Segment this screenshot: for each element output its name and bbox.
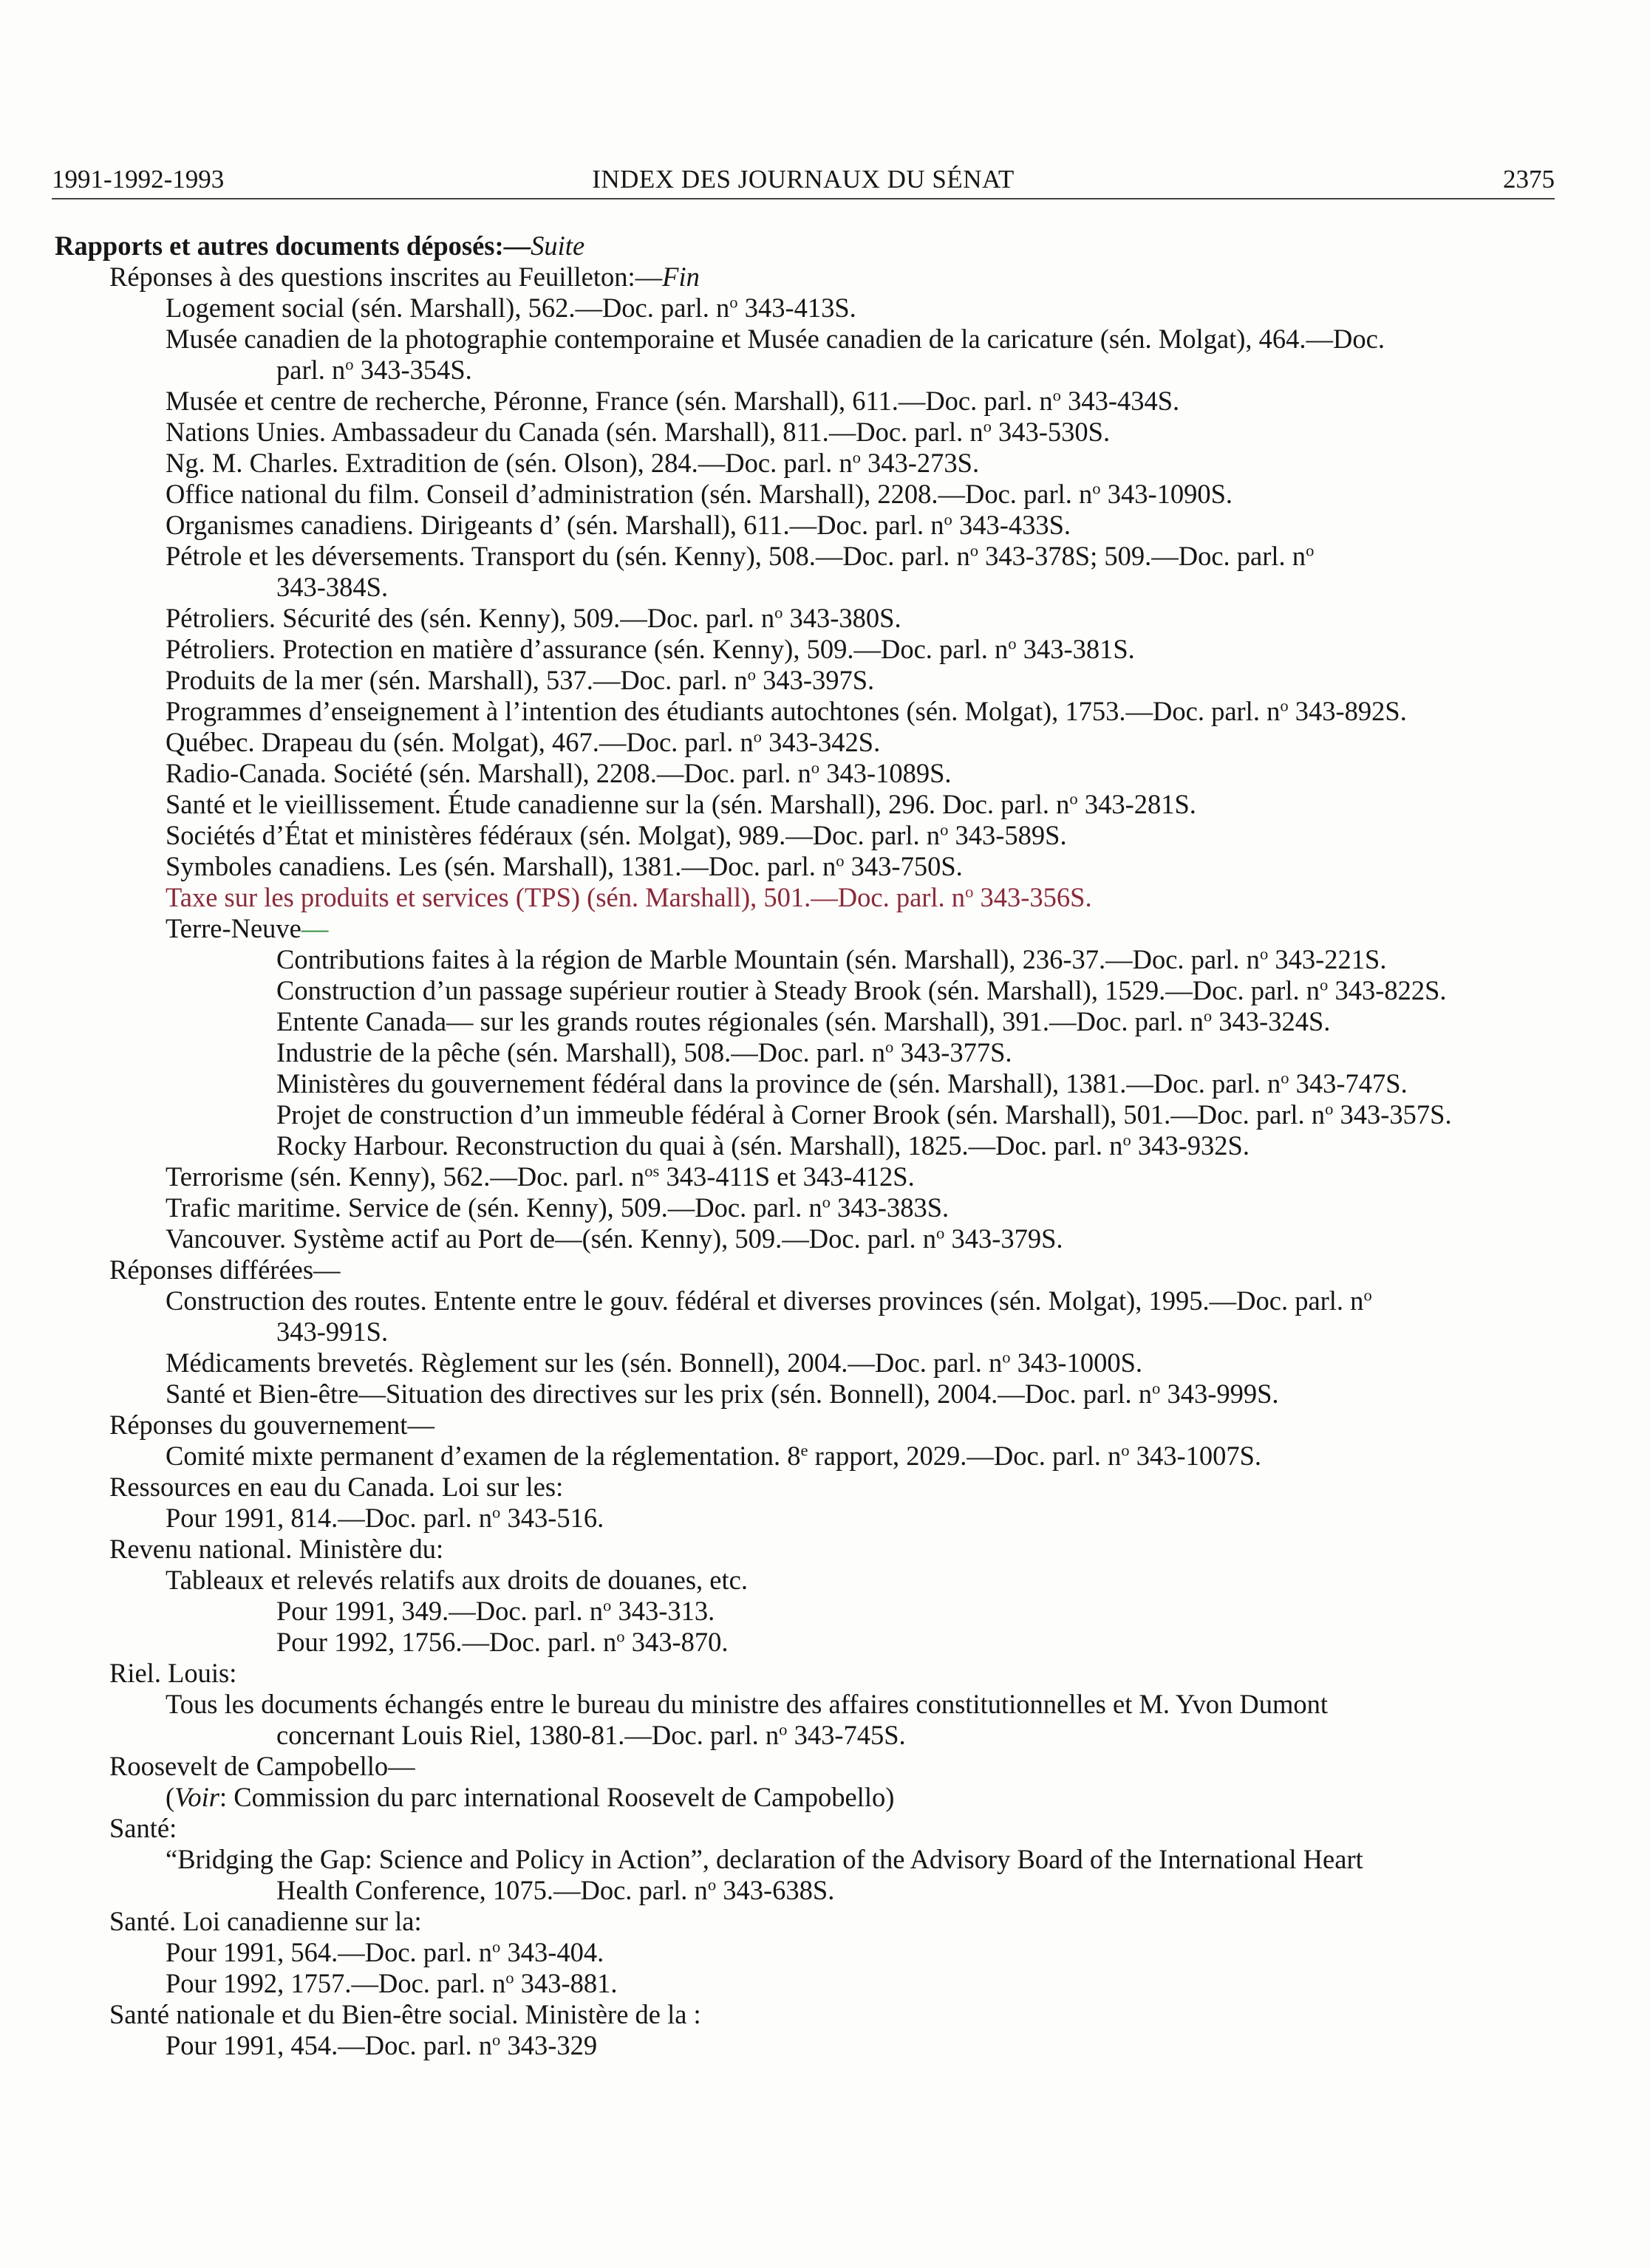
list-item: Taxe sur les produits et services (TPS) (sén. Marshall), 501.—Doc. parl. $n^o$ 343-356S. [166,882,1092,912]
list-item: Construction des routes. Entente entre le gouv. fédéral et diverses provinces (sén. Molgat), 1995.—Doc. parl. $n^o$ [166,1285,1372,1316]
list-item: Produits de la mer (sén. Marshall), 537.—Doc. parl. $n^o$ 343-397S. [166,665,875,695]
entry-reponses-differees: Réponses différées— [109,1254,341,1285]
list-item: Médicaments brevetés. Règlement sur les (sén. Bonnell), 2004.—Doc. parl. $n^o$ 343-1000S. [166,1348,1143,1378]
entry-reponses-feuilleton: Réponses à des questions inscrites au Feuilleton:—Fin [109,262,700,292]
list-item: Pour 1992, 1757.—Doc. parl. $n^o$ 343-881. [166,1968,618,1998]
list-item: Pétroliers. Sécurité des (sén. Kenny), 509.—Doc. parl. $n^o$ 343-380S. [166,603,901,633]
list-item: Logement social (sén. Marshall), 562.—Doc. parl. $n^o$ 343-413S. [166,293,856,323]
entry-riel: Riel. Louis: [109,1658,237,1688]
cross-reference: (Voir: Commission du parc international Roosevelt de Campobello) [166,1782,895,1812]
running-header [52,161,1555,199]
list-item: Santé et le vieillissement. Étude canadienne sur la (sén. Marshall), 296. Doc. parl. $n^o$ 343-281S. [166,789,1196,819]
list-item: Santé et Bien-être—Situation des directives sur les prix (sén. Bonnell), 2004.—Doc. parl. $n^o$ 343-999S. [166,1379,1279,1409]
list-item: Pétrole et les déversements. Transport du (sén. Kenny), 508.—Doc. parl. $n^o$ 343-378S; 509.—Doc. parl. $n^o$ [166,541,1315,571]
list-item: Contributions faites à la région de Marble Mountain (sén. Marshall), 236-37.—Doc. parl. $n^o$ 343-221S. [276,944,1387,974]
entry-reponses-gouvernement: Réponses du gouvernement— [109,1410,434,1440]
list-item: Trafic maritime. Service de (sén. Kenny), 509.—Doc. parl. $n^o$ 343-383S. [166,1192,950,1223]
list-item: Terrorisme (sén. Kenny), 562.—Doc. parl. $n^{os}$ 343-411S et 343-412S. [166,1161,915,1192]
list-item: Pour 1991, 454.—Doc. parl. $n^o$ 343-329 [166,2030,598,2060]
entry-terre-neuve: Terre-Neuve— [166,913,329,943]
entry-revenu-national: Revenu national. Ministère du: [109,1534,444,1564]
list-item: Comité mixte permanent d’examen de la réglementation. 8e rapport, 2029.—Doc. parl. $n^o$ 343-1007S. [166,1441,1262,1471]
list-item: Entente Canada— sur les grands routes régionales (sén. Marshall), 391.—Doc. parl. $n^o$ 343-324S. [276,1006,1331,1036]
entry-sante-loi: Santé. Loi canadienne sur la: [109,1906,422,1936]
list-item: Pétroliers. Protection en matière d’assurance (sén. Kenny), 509.—Doc. parl. $n^o$ 343-381S. [166,634,1135,664]
list-item: Musée canadien de la photographie contemporaine et Musée canadien de la caricature (sén. Molgat), 464.—Doc. [166,324,1385,354]
list-item: Ng. M. Charles. Extradition de (sén. Olson), 284.—Doc. parl. $n^o$ 343-273S. [166,448,980,478]
list-item: Industrie de la pêche (sén. Marshall), 508.—Doc. parl. $n^o$ 343-377S. [276,1037,1012,1068]
list-item: Pour 1991, 349.—Doc. parl. $n^o$ 343-313. [276,1596,715,1626]
list-item: Rocky Harbour. Reconstruction du quai à (sén. Marshall), 1825.—Doc. parl. $n^o$ 343-932S. [276,1130,1250,1161]
entry-roosevelt: Roosevelt de Campobello— [109,1751,415,1781]
list-item-continuation: Health Conference, 1075.—Doc. parl. $n^o$ 343-638S. [276,1875,835,1905]
list-item: Musée et centre de recherche, Péronne, France (sén. Marshall), 611.—Doc. parl. $n^o$ 343-434S. [166,386,1180,416]
list-item: Sociétés d’État et ministères fédéraux (sén. Molgat), 989.—Doc. parl. $n^o$ 343-589S. [166,820,1067,850]
list-item: Programmes d’enseignement à l’intention des étudiants autochtones (sén. Molgat), 1753.—Doc. parl. $n^o$ 343-892S. [166,696,1407,726]
list-item: Office national du film. Conseil d’administration (sén. Marshall), 2208.—Doc. parl. $n^o$ 343-1090S. [166,479,1233,509]
list-item: Organismes canadiens. Dirigeants d’ (sén. Marshall), 611.—Doc. parl. $n^o$ 343-433S. [166,510,1071,540]
list-item: Nations Unies. Ambassadeur du Canada (sén. Marshall), 811.—Doc. parl. $n^o$ 343-530S. [166,417,1111,447]
list-item: Québec. Drapeau du (sén. Molgat), 467.—Doc. parl. $n^o$ 343-342S. [166,727,881,757]
header-title: INDEX DES JOURNAUX DU SÉNAT [592,165,1015,194]
list-item: Vancouver. Système actif au Port de—(sén. Kenny), 509.—Doc. parl. $n^o$ 343-379S. [166,1223,1063,1254]
section-heading: Rapports et autres documents déposés:—Suite [55,230,585,261]
list-item: Symboles canadiens. Les (sén. Marshall), 1381.—Doc. parl. $n^o$ 343-750S. [166,851,963,881]
list-item: Projet de construction d’un immeuble fédéral à Corner Brook (sén. Marshall), 501.—Doc. parl. $n^o$ 343-357S. [276,1099,1452,1130]
list-item: Pour 1992, 1756.—Doc. parl. $n^o$ 343-870. [276,1627,729,1657]
entry-ressources-eau: Ressources en eau du Canada. Loi sur les: [109,1472,564,1502]
sub-entry-label: Tableaux et relevés relatifs aux droits de douanes, etc. [166,1565,748,1595]
list-item: Radio-Canada. Société (sén. Marshall), 2208.—Doc. parl. $n^o$ 343-1089S. [166,758,952,788]
list-item: Tous les documents échangés entre le bureau du ministre des affaires constitutionnelles et M. Yvon Dumont [166,1689,1329,1719]
list-item-continuation: 343-991S. [276,1316,389,1347]
index-body [55,230,1555,2061]
list-item: Ministères du gouvernement fédéral dans la province de (sén. Marshall), 1381.—Doc. parl. $n^o$ 343-747S. [276,1068,1408,1099]
header-years: 1991-1992-1993 [52,165,225,194]
list-item: Pour 1991, 564.—Doc. parl. $n^o$ 343-404. [166,1937,604,1967]
list-item: “Bridging the Gap: Science and Policy in Action”, declaration of the Advisory Board of the International Heart [166,1844,1363,1874]
list-item-continuation: parl. $n^o$ 343-354S. [276,355,472,385]
list-item-continuation: concernant Louis Riel, 1380-81.—Doc. parl. $n^o$ 343-745S. [276,1720,906,1750]
list-item: Construction d’un passage supérieur routier à Steady Brook (sén. Marshall), 1529.—Doc. parl. $n^o$ 343-822S. [276,975,1447,1005]
list-item-continuation: 343-384S. [276,572,389,602]
list-item: Pour 1991, 814.—Doc. parl. $n^o$ 343-516. [166,1503,604,1533]
entry-sante: Santé: [109,1813,177,1843]
header-page-number: 2375 [1503,165,1555,194]
entry-sante-nationale: Santé nationale et du Bien-être social. Ministère de la : [109,1999,701,2029]
